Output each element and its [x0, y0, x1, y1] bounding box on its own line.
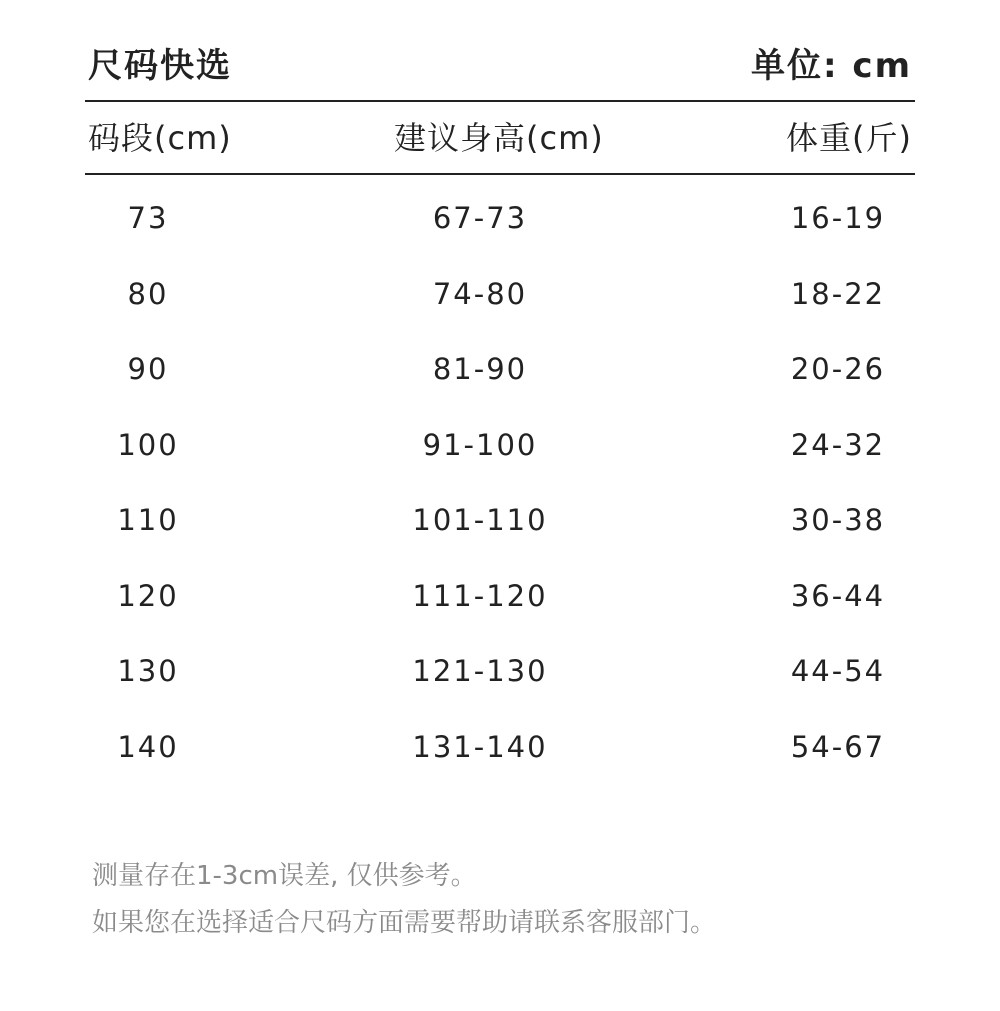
table-row — [0, 258, 1000, 334]
weight-cell: 20-26 — [790, 352, 886, 386]
table-row — [0, 484, 1000, 560]
size-table-body — [0, 182, 1000, 786]
weight-cell: 16-19 — [790, 201, 886, 235]
weight-cell: 44-54 — [790, 654, 886, 688]
table-top-divider — [85, 100, 915, 102]
height-cell: 91-100 — [422, 427, 538, 462]
height-cell: 67-73 — [432, 201, 528, 235]
table-row — [0, 711, 1000, 787]
measurement-note: 测量存在1-3cm误差, 仅供参考。 — [92, 861, 477, 891]
height-cell: 81-90 — [432, 352, 528, 386]
weight-cell: 30-38 — [790, 503, 886, 537]
table-row — [0, 182, 1000, 258]
height-cell: 131-140 — [412, 729, 548, 764]
column-header-height: 建议身高(cm) — [394, 119, 604, 157]
height-cell: 74-80 — [432, 276, 528, 311]
table-row — [0, 560, 1000, 636]
size-cell: 130 — [117, 654, 179, 688]
size-cell: 73 — [127, 201, 169, 235]
size-cell: 110 — [117, 503, 179, 537]
table-row — [0, 635, 1000, 711]
table-row — [0, 333, 1000, 409]
help-note: 如果您在选择适合尺码方面需要帮助请联系客服部门。 — [92, 908, 717, 938]
height-cell: 111-120 — [412, 578, 548, 613]
height-cell: 121-130 — [412, 654, 548, 688]
weight-cell: 24-32 — [790, 427, 886, 462]
size-cell: 90 — [127, 352, 169, 386]
size-cell: 100 — [117, 427, 179, 462]
table-row — [0, 409, 1000, 485]
size-cell: 140 — [117, 729, 179, 764]
size-cell: 120 — [117, 578, 179, 613]
page-title: 尺码快选 — [88, 46, 232, 86]
unit-label: 单位: cm — [750, 46, 912, 86]
height-cell: 101-110 — [412, 503, 548, 537]
column-header-size: 码段(cm) — [88, 119, 232, 157]
weight-cell: 18-22 — [790, 276, 886, 311]
size-cell: 80 — [127, 276, 169, 311]
weight-cell: 54-67 — [790, 729, 886, 764]
weight-cell: 36-44 — [790, 578, 886, 613]
table-header-divider — [85, 173, 915, 175]
column-header-weight: 体重(斤) — [786, 119, 912, 157]
